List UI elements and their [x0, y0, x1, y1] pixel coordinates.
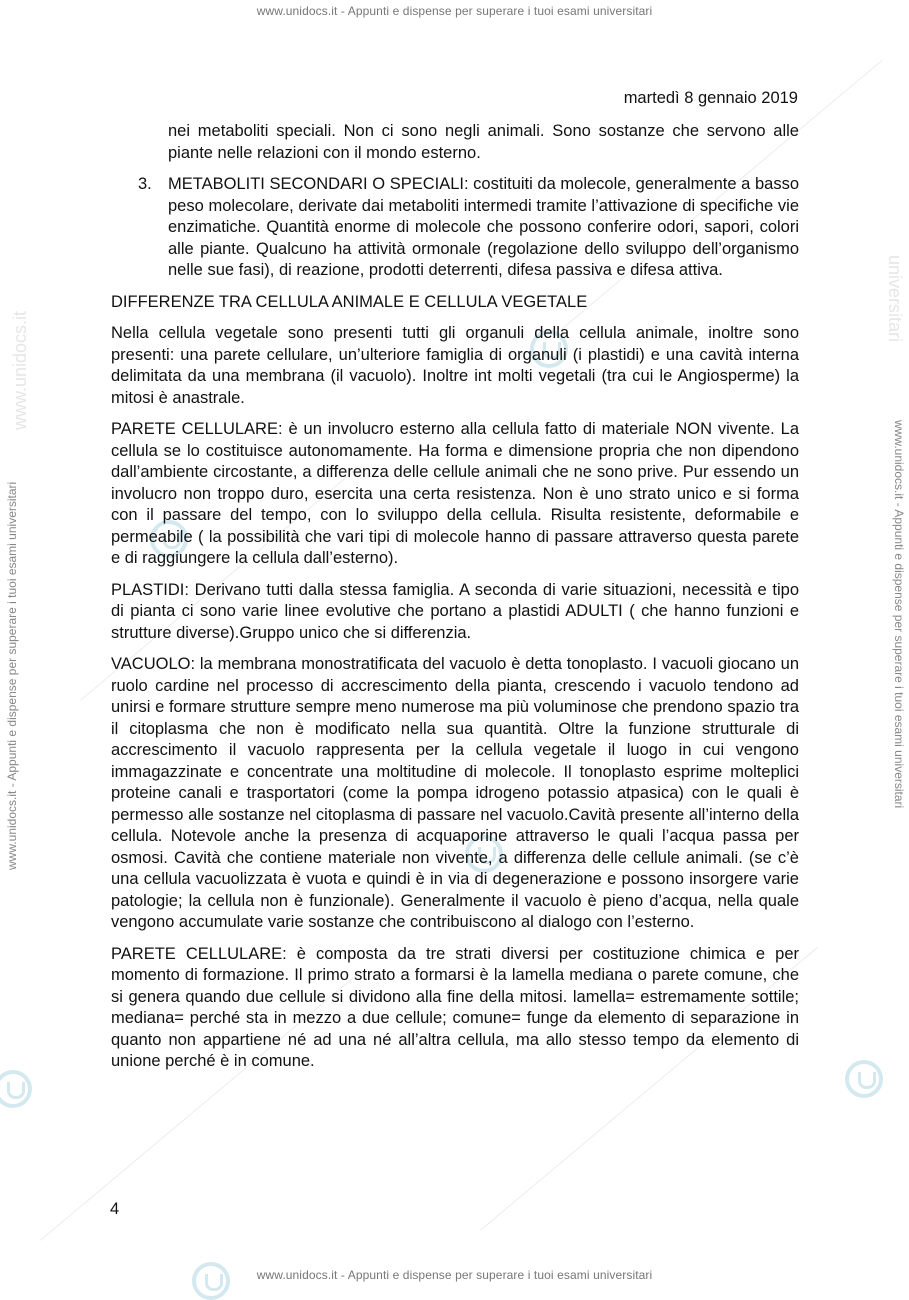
- unidocs-logo-icon: [845, 1060, 883, 1098]
- paragraph-parete-strati: PARETE CELLULARE: è composta da tre strati diversi per costituzione chimica e per momento di formazione. Il primo strato a formarsi è la lamella mediana o parete comune, che si genera quando due cellule si dividono alla fine della mitosi. lamella= estremamente sottile; mediana= perché sta in mezzo a due cellule; comune= funge da elemento di separazione in quanto non appartiene né ad una né all’altra cellula, ma allo stesso tempo da elemento di unione perché è in comune.: [111, 944, 799, 1070]
- watermark-footer: www.unidocs.it - Appunti e dispense per superare i tuoi esami universitari: [256, 1268, 653, 1282]
- paragraph-parete-cellulare: PARETE CELLULARE: è un involucro esterno alla cellula fatto di materiale NON vivente. La cellula se lo costituisce autonomamente. Ha forma e dimensione propria che non dipendono dall’ambiente circostante, a differenza delle cellule animali che ne sono prive. Pur essendo un involucro non troppo duro, esercita una certa resistenza. Non è uno strato unico e si forma con il passare del tempo, con lo sviluppo della cellula. Risulta resistente, deformabile e permeabile ( la possibilità che vari tipi di molecole hanno di passare attraverso questa parete e di raggiungere la cellula dall’esterno).: [111, 420, 799, 567]
- list-item: [111, 174, 799, 282]
- document-body: [111, 121, 799, 1083]
- page-date: martedì 8 gennaio 2019: [623, 89, 798, 107]
- section-heading: DIFFERENZE TRA CELLULA ANIMALE E CELLULA VEGETALE: [111, 292, 588, 311]
- paragraph-vacuolo: VACUOLO: la membrana monostratificata del vacuolo è detta tonoplasto. I vacuoli giocano un ruolo cardine nel processo di accrescimento della pianta, crescendo i vacuolo tendono ad unirsi e formare strutture sempre meno numerose ma più voluminose che prendono spazio tra il citoplasma che non è modificato nella sua quantità. Oltre la funzione strutturale di accrescimento il vacuolo rappresenta per la cellula vegetale il luogo in cui vengono immagazzinate e concentrate una moltitudine di molecole. Il tonoplasto esprime molteplici proteine canali e trasportatori (come la pompa idrogeno potassio atpasica) con le quali è permesso alle sostanze nel citoplasma di passare nel vacuolo.Cavità presente all’interno della cellula. Notevole anche la presenza di acquaporine attraverso le quali l’acqua passa per osmosi. Cavità che contiene materiale non vivente, a differenza delle cellule animali. (se c’è una cellula vacuolizzata è vuota e quindi è in via di degenerazione e possono insorgere varie patologie; la cellula non è funzionale). Generalmente il vacuolo è pieno d’acqua, nella quale vengono accumulate varie sostanze che contribuiscono al dialogo con l’esterno.: [111, 655, 799, 931]
- list-continuation: nei metaboliti speciali. Non ci sono negli animali. Sono sostanze che servono alle piante nelle relazioni con il mondo esterno.: [168, 122, 799, 162]
- paragraph-plastidi: PLASTIDI: Derivano tutti dalla stessa famiglia. A seconda di varie situazioni, necessità e tipo di pianta ci sono varie linee evolutive che portano a plastidi ADULTI ( che hanno funzioni e strutture diverse).Gruppo unico che si differenzia.: [111, 580, 799, 642]
- list-item-number: 3.: [138, 175, 152, 193]
- list-item-text: METABOLITI SECONDARI O SPECIALI: costituiti da molecole, generalmente a basso peso molecolare, derivate dai metaboliti intermedi tramite l’attivazione di specifiche vie enzimatiche. Quantità enorme di molecole che possono conferire odori, sapori, colori alle piante. Qualcuno ha attività ormonale (regolazione dello sviluppo dell’organismo nelle sue fasi), di reazione, prodotti deterrenti, difesa passiva e difesa attiva.: [168, 175, 799, 279]
- watermark-left-ghost: www.unidocs.it: [10, 310, 30, 430]
- page-number: 4: [110, 1200, 120, 1218]
- watermark-right: www.unidocs.it - Appunti e dispense per superare i tuoi esami universitari: [892, 420, 906, 809]
- watermark-header: www.unidocs.it - Appunti e dispense per superare i tuoi esami universitari: [256, 4, 653, 18]
- unidocs-logo-icon: [0, 1070, 32, 1108]
- watermark-left: www.unidocs.it - Appunti e dispense per superare i tuoi esami universitari: [5, 481, 19, 870]
- watermark-right-ghost: universitari: [885, 255, 905, 343]
- paragraph-intro: Nella cellula vegetale sono presenti tutti gli organuli della cellula animale, inoltre sono presenti: una parete cellulare, un’ulteriore famiglia di organuli (i plastidi) e una cavità interna delimitata da una membrana (il vacuolo). Inoltre int molti vegetali (tra cui le Angiosperme) la mitosi è anastrale.: [111, 324, 799, 407]
